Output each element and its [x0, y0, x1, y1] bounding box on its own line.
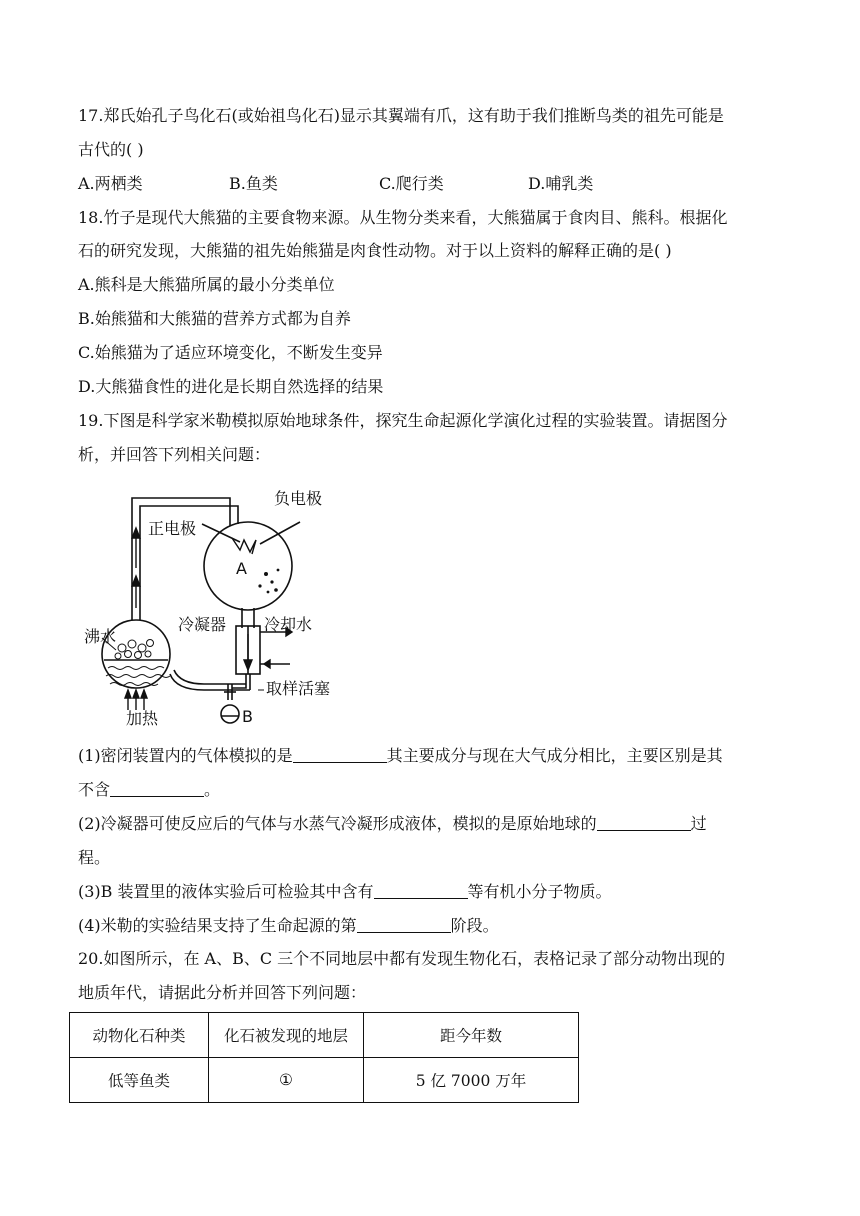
q19-sub1-line1 [78, 745, 723, 767]
table-header-row [70, 1013, 579, 1058]
label-flask-b: B [242, 707, 253, 726]
q18-option-c: C.始熊猫为了适应环境变化，不断发生变异 [78, 343, 383, 362]
q19-sub2-line1 [78, 813, 707, 835]
q20-stem-line1: 20.如图所示，在 A、B、C 三个不同地层中都有发现生物化石，表格记录了部分动物出现的 [78, 949, 726, 968]
flask-a-shape [204, 522, 292, 610]
label-sampling-valve: 取样活塞 [266, 679, 331, 698]
q19-sub2-text-b: 过 [690, 814, 707, 833]
answer-blank[interactable] [357, 916, 451, 933]
q19-sub4-text-a: (4)米勒的实验结果支持了生命起源的第 [78, 916, 357, 935]
q17-stem-line2: 古代的( ) [78, 140, 144, 159]
answer-blank[interactable] [293, 746, 387, 763]
answer-blank[interactable] [597, 814, 691, 831]
answer-blank[interactable] [374, 882, 468, 899]
table-header-cell: 距今年数 [364, 1013, 579, 1058]
label-heating: 加热 [126, 709, 159, 728]
q19-sub1-line2 [78, 779, 220, 801]
table-row [70, 1058, 579, 1103]
q18-stem-line2: 石的研究发现，大熊猫的祖先始熊猫是肉食性动物。对于以上资料的解释正确的是( ) [78, 241, 672, 260]
label-positive-electrode: 正电极 [148, 519, 197, 538]
q19-sub3-text-b: 等有机小分子物质。 [467, 882, 612, 901]
answer-blank[interactable] [110, 780, 204, 797]
table-cell: ① [209, 1058, 364, 1103]
label-boiling-water: 沸水 [84, 627, 117, 646]
label-negative-electrode: 负电极 [274, 489, 323, 508]
table-cell: 5 亿 7000 万年 [364, 1058, 579, 1103]
label-cooling-water: 冷却水 [264, 615, 313, 634]
q19-stem-line2: 析，并回答下列相关问题： [78, 445, 271, 464]
q17-option-a: A.两栖类 [78, 174, 143, 193]
label-condenser: 冷凝器 [178, 615, 227, 634]
q19-sub2-text-a: (2)冷凝器可使反应后的气体与水蒸气冷凝形成液体，模拟的是原始地球的 [78, 814, 597, 833]
q20-stem-line2: 地质年代，请据此分析并回答下列问题： [78, 983, 367, 1002]
positive-electrode-wire [202, 524, 240, 542]
q17-option-b: B.鱼类 [229, 174, 278, 193]
q19-sub2-line2: 程。 [78, 848, 111, 867]
q19-sub1-text-a: (1)密闭装置内的气体模拟的是 [78, 746, 293, 765]
q19-sub4-line [78, 915, 499, 937]
q19-sub1-text-b: 其主要成分与现在大气成分相比，主要区别是其 [386, 746, 723, 765]
q19-sub1-text-d: 。 [204, 780, 221, 799]
q18-option-d: D.大熊猫食性的进化是长期自然选择的结果 [78, 377, 384, 396]
q19-sub3-line [78, 881, 612, 903]
label-flask-a: A [236, 559, 247, 578]
q19-sub1-text-c: 不含 [78, 780, 111, 799]
flask-b-shape [221, 705, 239, 723]
q18-option-b: B.始熊猫和大熊猫的营养方式都为自养 [78, 309, 351, 328]
miller-apparatus-diagram [80, 478, 380, 730]
q19-sub3-text-a: (3)B 装置里的液体实验后可检验其中含有 [78, 882, 374, 901]
q17-option-c: C.爬行类 [379, 174, 444, 193]
q19-sub4-text-b: 阶段。 [450, 916, 499, 935]
q19-stem-line1: 19.下图是科学家米勒模拟原始地球条件，探究生命起源化学演化过程的实验装置。请据图分 [78, 411, 728, 430]
table-header-cell: 化石被发现的地层 [209, 1013, 364, 1058]
table-cell: 低等鱼类 [70, 1058, 209, 1103]
q17-stem-line1: 17.郑氏始孔子鸟化石(或始祖鸟化石)显示其翼端有爪，这有助于我们推断鸟类的祖先可能是 [78, 106, 724, 125]
table-header-cell: 动物化石种类 [70, 1013, 209, 1058]
q18-option-a: A.熊科是大熊猫所属的最小分类单位 [78, 275, 335, 294]
fossil-table [69, 1012, 579, 1103]
q18-stem-line1: 18.竹子是现代大熊猫的主要食物来源。从生物分类来看，大熊猫属于食肉目、熊科。根据化 [78, 208, 728, 227]
q17-option-d: D.哺乳类 [528, 174, 594, 193]
